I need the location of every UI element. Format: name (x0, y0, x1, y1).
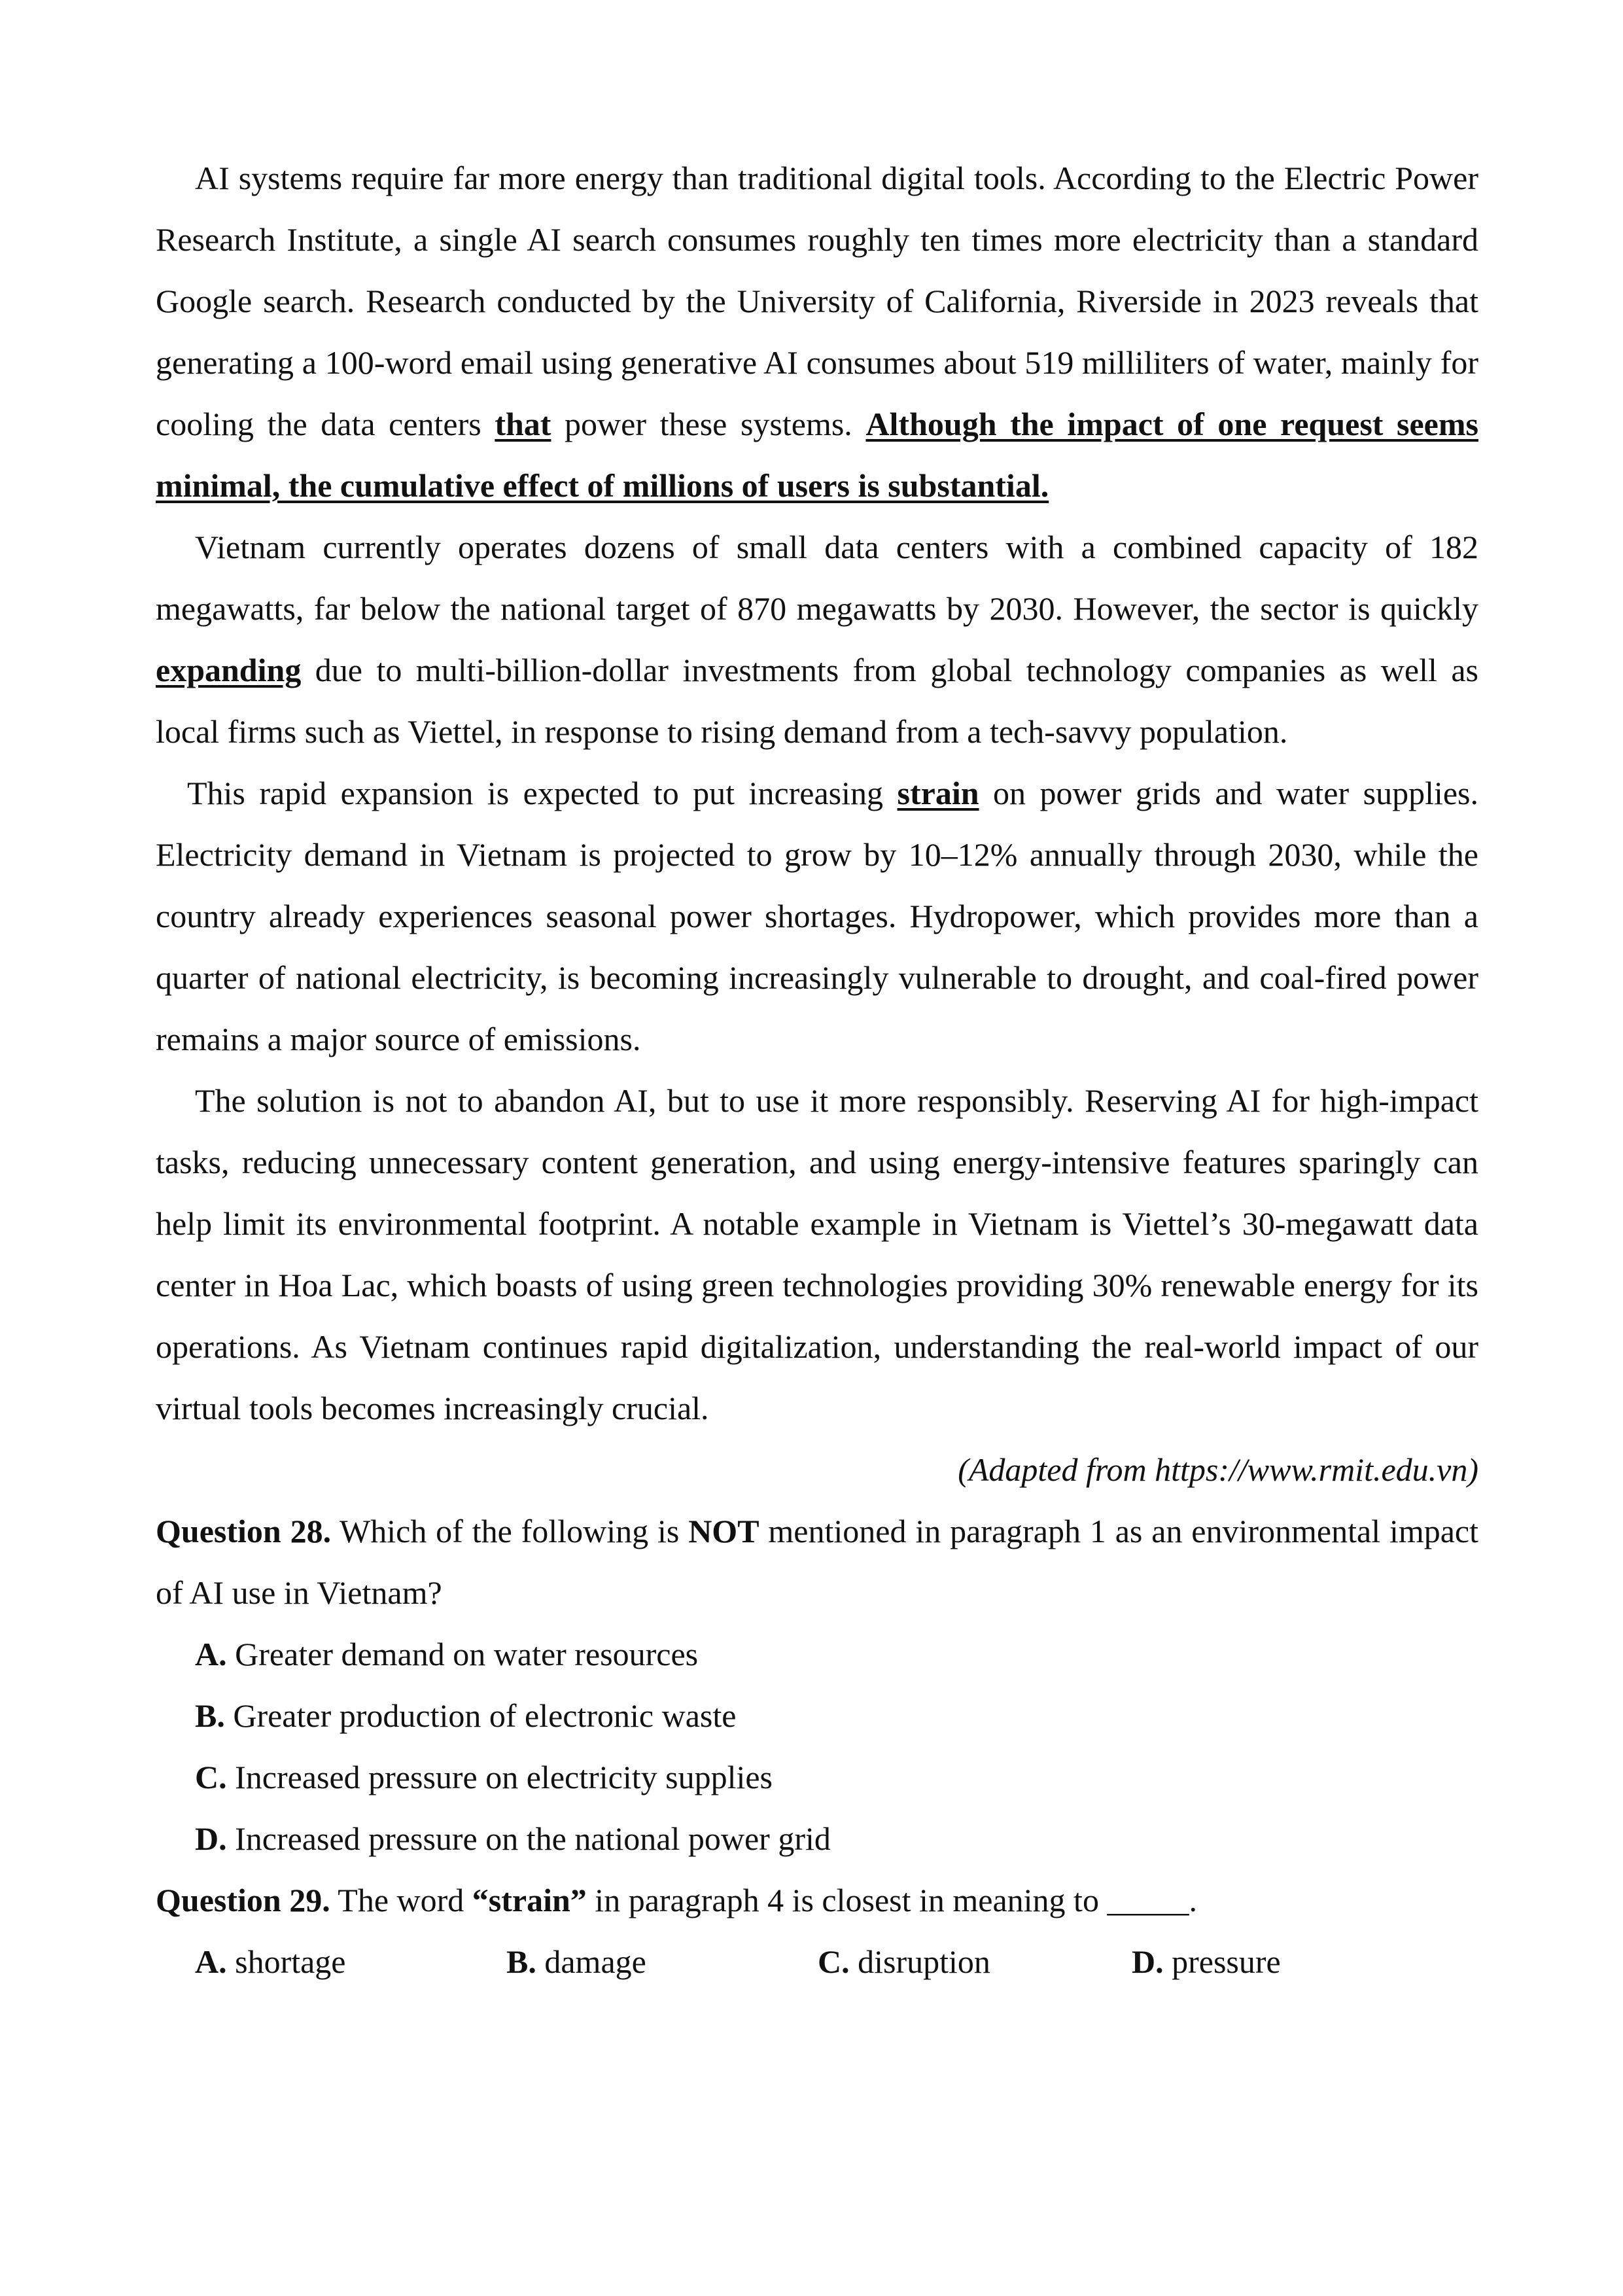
q29-option-c[interactable] (818, 1931, 1132, 1992)
q28-option-c[interactable] (156, 1746, 1478, 1808)
option-text: damage (536, 1943, 646, 1980)
option-letter: B. (506, 1943, 536, 1980)
paragraph-text: on power grids and water supplies. Electricity demand in Vietnam is projected to grow by 10–12% annually through 2030, while the country already experiences seasonal power shortages. Hydropower, which provides more than a quarter of national electricity, is becoming increasingly vulnerable to drought, and coal-fired power remains a major source of emissions. (156, 775, 1478, 1057)
highlighted-word-strain: strain (897, 775, 979, 811)
question-text: Which of the following is (331, 1513, 689, 1549)
option-letter: D. (1132, 1943, 1164, 1980)
option-letter: A. (195, 1636, 227, 1672)
q29-option-d[interactable] (1132, 1931, 1443, 1992)
question-emphasis: “strain” (472, 1882, 587, 1918)
highlighted-sentence: Although the impact of one request seems minimal, the cumulative effect of millions of users is substantial. (156, 406, 1478, 504)
q29-option-a[interactable] (195, 1931, 506, 1992)
q28-option-a[interactable] (156, 1623, 1478, 1685)
paragraph-text: The solution is not to abandon AI, but to use it more responsibly. Reserving AI for high-impact tasks, reducing unnecessary content generation, and using energy-intensive features sparingly can help limit its environmental footprint. A notable example in Vietnam is Viettel’s 30-megawatt data center in Hoa Lac, which boasts of using green technologies providing 30% renewable energy for its operations. As Vietnam continues rapid digitalization, understanding the real-world impact of our virtual tools becomes increasingly crucial. (156, 1082, 1478, 1426)
option-letter: C. (195, 1759, 227, 1795)
option-letter: D. (195, 1820, 227, 1857)
option-text: pressure (1163, 1943, 1281, 1980)
paragraph-text: due to multi-billion-dollar investments from global technology companies as well as local firms such as Viettel, in response to rising demand from a tech-savvy population. (156, 652, 1478, 750)
option-letter: A. (195, 1943, 227, 1980)
passage-paragraph-2 (156, 516, 1478, 762)
question-28 (156, 1500, 1478, 1623)
highlighted-word-expanding: expanding (156, 652, 302, 688)
paragraph-text: Vietnam currently operates dozens of small data centers with a combined capacity of 182 megawatts, far below the national target of 870 megawatts by 2030. However, the sector is quickly (156, 529, 1478, 627)
passage-source: (Adapted from https://www.rmit.edu.vn) (958, 1451, 1478, 1488)
question-text: mentioned in paragraph 1 as an environmental impact of AI use in Vietnam? (156, 1513, 1479, 1611)
option-text: Increased pressure on the national power grid (226, 1820, 831, 1857)
option-letter: B. (195, 1697, 225, 1734)
q29-option-b[interactable] (506, 1931, 818, 1992)
option-text: Greater production of electronic waste (224, 1697, 737, 1734)
q28-option-b[interactable] (156, 1685, 1478, 1746)
question-text: The word (330, 1882, 472, 1918)
option-letter: C. (818, 1943, 850, 1980)
passage-paragraph-3 (156, 762, 1478, 1070)
paragraph-text: power these systems. (551, 406, 866, 442)
option-text: shortage (226, 1943, 346, 1980)
q28-option-d[interactable] (156, 1808, 1478, 1869)
highlighted-word-that: that (495, 406, 551, 442)
option-text: Increased pressure on electricity supplies (226, 1759, 773, 1795)
question-number: Question 29. (156, 1882, 330, 1918)
passage-paragraph-4 (156, 1070, 1478, 1439)
passage-paragraph-1 (156, 147, 1478, 516)
option-text: disruption (849, 1943, 990, 1980)
paragraph-text: AI systems require far more energy than traditional digital tools. According to the Electric Power Research Institute, a single AI search consumes roughly ten times more electricity than a standard Google search. Research conducted by the University of California, Riverside in 2023 reveals that generating a 100-word email using generative AI consumes about 519 milliliters of water, mainly for cooling the data centers (156, 160, 1478, 442)
q29-options (156, 1931, 1478, 1992)
question-emphasis: NOT (688, 1513, 759, 1549)
exam-page (156, 147, 1478, 1992)
option-text: Greater demand on water resources (226, 1636, 699, 1672)
question-number: Question 28. (156, 1513, 332, 1549)
question-text: in paragraph 4 is closest in meaning to _____. (586, 1882, 1197, 1918)
question-29 (156, 1869, 1478, 1931)
paragraph-text: This rapid expansion is expected to put increasing (187, 775, 898, 811)
